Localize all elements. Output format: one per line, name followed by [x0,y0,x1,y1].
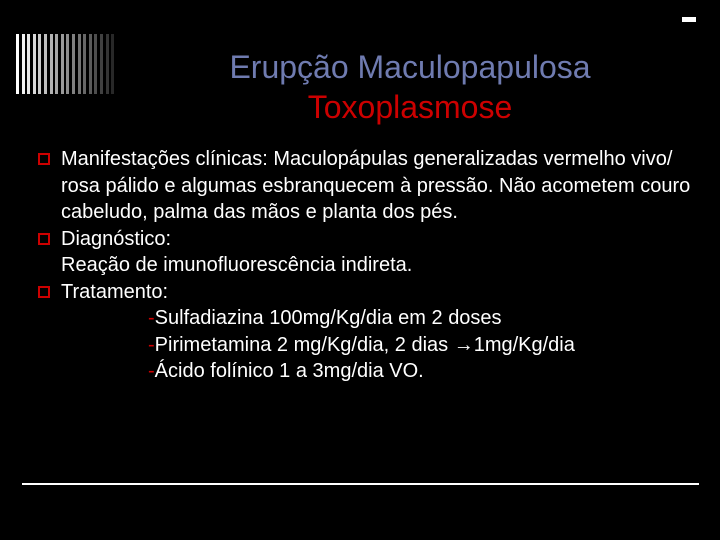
sub-item: -Pirimetamina 2 mg/Kg/dia, 2 dias →1mg/Kg/dia [148,333,575,356]
stripe-bar [83,34,86,94]
stripe-bar [27,34,30,94]
decorative-stripes [16,34,118,94]
stripe-bar [22,34,25,94]
stripe-bar [38,34,41,94]
stripe-bar [55,34,58,94]
dash-marker: - [148,333,155,356]
bottom-divider [22,483,699,485]
title-line-1: Erupção Maculopapulosa [229,49,591,85]
dash-marker: - [148,360,155,382]
hollow-square-icon [38,233,50,245]
hollow-square-icon [38,153,50,165]
stripe-bar [72,34,75,94]
bullet-text: Tratamento: [61,280,169,303]
stripe-bar [33,34,36,94]
bullet-item-treatment [38,279,698,306]
bullet-item-diagnosis [38,226,698,279]
stripe-bar [100,34,103,94]
bullet-item-clinical [38,146,698,226]
sub-item: -Sulfadiazina 100mg/Kg/dia em 2 doses [148,307,502,329]
stripe-bar [16,34,19,94]
stripe-bar [94,34,97,94]
sub-item: -Ácido folínico 1 a 3mg/dia VO. [148,360,424,382]
stripe-bar [66,34,69,94]
stripe-bar [111,34,114,94]
treatment-sub-list [38,305,698,385]
dash-marker: - [148,307,155,329]
bullet-text: Diagnóstico: [61,227,172,250]
stripe-bar [78,34,81,94]
stripe-bar [50,34,53,94]
slide-title [160,47,660,127]
slide-body [38,146,698,385]
stripe-bar [44,34,47,94]
hollow-square-icon [38,286,50,298]
stripe-bar [89,34,92,94]
title-line-2: Toxoplasmose [307,89,513,125]
bullet-continuation: Reação de imunofluorescência indireta. [61,254,413,276]
stripe-bar [106,34,109,94]
stripe-bar [61,34,64,94]
bullet-text: Manifestações clínicas: Maculopápulas generalizadas vermelho vivo/ rosa pálido e algumas esbranquecem à pressão. Não acometem couro cabeludo, palma das mãos e planta dos pés. [61,148,691,223]
corner-mark [682,17,696,22]
